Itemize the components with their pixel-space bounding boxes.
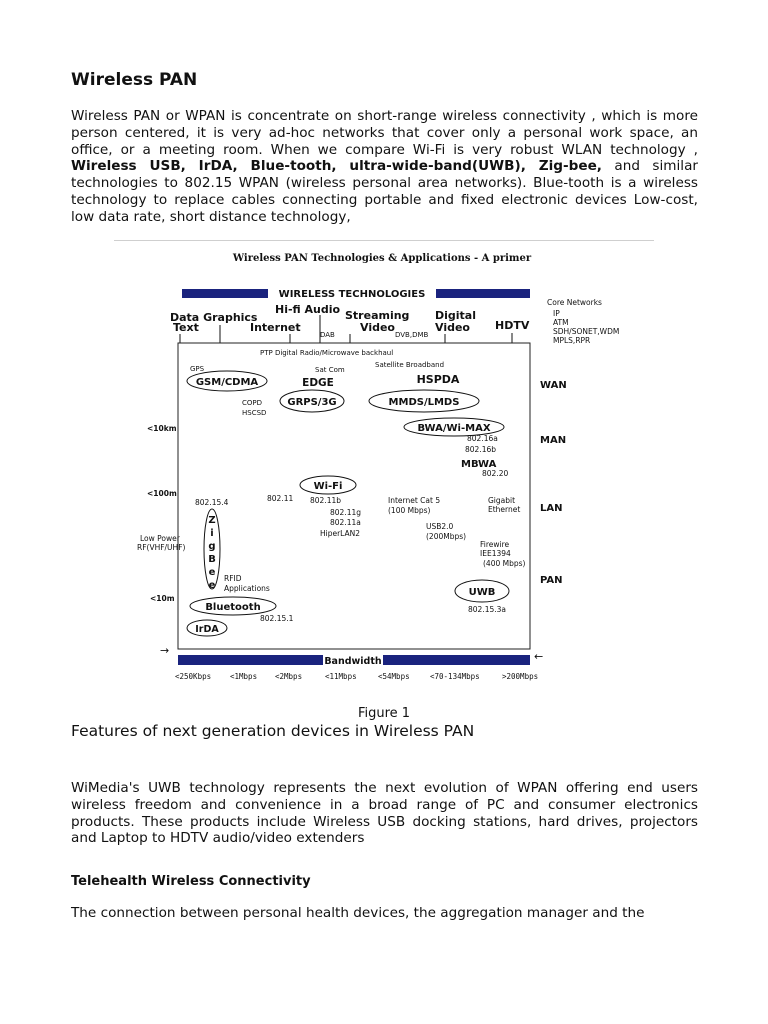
page-title: Wireless PAN xyxy=(71,70,198,90)
lan-firewire: Firewire xyxy=(480,540,510,549)
std-802-11a: 802.11a xyxy=(330,518,361,527)
core-sdh: SDH/SONET,WDM xyxy=(553,327,620,336)
tech-mbwa: MBWA xyxy=(461,459,497,470)
bandwidth-tick-label: <2Mbps xyxy=(275,672,303,681)
zigbee-letter: i xyxy=(210,528,214,539)
core-mpls: MPLS,RPR xyxy=(553,336,591,345)
label-hscsd: HSCSD xyxy=(242,409,267,417)
std-802-20: 802.20 xyxy=(482,469,509,478)
net-class-lan: LAN xyxy=(540,503,563,514)
lan-gigabit: Gigabit xyxy=(488,496,516,505)
figure-caption: Figure 1 xyxy=(357,706,411,721)
man-standards xyxy=(465,434,508,478)
tech-bwa-wimax: BWA/Wi-MAX xyxy=(417,423,491,434)
distance-10km: <10km xyxy=(147,424,177,433)
intro-paragraph xyxy=(71,108,698,226)
app-internet: Internet xyxy=(250,321,301,334)
tech-edge: EDGE xyxy=(302,377,334,389)
intro-text-1: Wireless PAN or WPAN is concentrate on short-range wireless connectivity , which is more person centered, it is very ad-hoc networks that cover only a personal work space, an office, or a meeting room. When we compare Wi-Fi is very robust WLAN technology , xyxy=(71,108,698,158)
lan-ethernet: Ethernet xyxy=(488,505,521,514)
app-video: Video xyxy=(360,321,395,334)
bandwidth-tick-label: <11Mbps xyxy=(325,672,357,681)
wireless-pan-diagram xyxy=(120,245,620,690)
connection-paragraph: The connection between personal health devices, the aggregation manager and the xyxy=(71,905,645,921)
label-satellite-broadband: Satellite Broadband xyxy=(375,361,445,369)
app-video-2: Video xyxy=(435,321,470,334)
bandwidth-arrow-right: ← xyxy=(534,650,544,663)
label-gps: GPS xyxy=(190,365,205,373)
pan-rfid-applications: Applications xyxy=(224,584,270,593)
zigbee-letter: e xyxy=(208,580,216,591)
std-802-11b: 802.11b xyxy=(310,496,342,505)
pan-rfid: RFID xyxy=(224,574,242,583)
bandwidth-tick-label: <54Mbps xyxy=(378,672,410,681)
tech-gsm-cdma: GSM/CDMA xyxy=(195,377,259,388)
zigbee-letter: B xyxy=(208,554,216,565)
network-class-labels xyxy=(540,380,567,586)
app-text: Text xyxy=(173,321,199,334)
lan-200mbps: (200Mbps) xyxy=(426,532,467,541)
app-streaming: Streaming xyxy=(345,309,410,322)
intro-text-2: and similar technologies to 802.15 WPAN (wireless personal area networks). Blue-tooth is a wireless technology to replace cables connecting portable and fixed electronic devices Low-cost, low data rate, short distance technology, xyxy=(71,158,698,225)
std-802-16b: 802.16b xyxy=(465,445,497,454)
tech-hspda: HSPDA xyxy=(416,373,460,386)
std-802-11: 802.11 xyxy=(267,494,294,503)
zigbee-letter: e xyxy=(208,567,216,578)
distance-100m: <100m xyxy=(147,489,177,498)
pan-rf-vhf-uhf: RF(VHF/UHF) xyxy=(137,543,186,552)
std-802-16a: 802.16a xyxy=(467,434,498,443)
horizontal-rule xyxy=(114,240,654,241)
bandwidth-tick-label: <250Kbps xyxy=(175,672,212,681)
banner-top-label: WIRELESS TECHNOLOGIES xyxy=(278,289,426,300)
diagram-title: Wireless PAN Technologies & Applications - A primer xyxy=(232,253,532,264)
zigbee-letter: Z xyxy=(208,515,216,526)
lan-400mbps: (400 Mbps) xyxy=(483,559,526,568)
distance-labels xyxy=(147,424,177,603)
app-digital: Digital xyxy=(435,309,476,322)
lan-standards xyxy=(267,494,526,568)
lan-iee1394: IEE1394 xyxy=(480,549,511,558)
std-802-15-3a: 802.15.3a xyxy=(468,605,506,614)
banner-bottom-label: Bandwidth xyxy=(324,656,382,667)
core-ip: IP xyxy=(553,309,560,318)
core-atm: ATM xyxy=(553,318,569,327)
intro-bold-technologies: Wireless USB, IrDA, Blue-tooth, ultra-wide-band(UWB), Zig-bee, xyxy=(71,158,602,175)
zigbee-letters xyxy=(208,515,216,591)
tech-irda: IrDA xyxy=(195,624,219,635)
app-data-graphics: Data Graphics xyxy=(170,311,258,324)
bandwidth-tick-label: <70-134Mbps xyxy=(430,672,480,681)
features-heading: Features of next generation devices in Wireless PAN xyxy=(71,722,475,740)
tech-wifi: Wi-Fi xyxy=(313,481,343,492)
label-copd: COPD xyxy=(242,399,263,407)
net-class-pan: PAN xyxy=(540,575,563,586)
tech-bluetooth: Bluetooth xyxy=(205,602,261,613)
label-dab: DAB xyxy=(320,331,335,339)
app-hdtv: HDTV xyxy=(495,319,530,332)
application-labels xyxy=(170,303,530,334)
lan-100mbps: (100 Mbps) xyxy=(388,506,431,515)
distance-10m: <10m xyxy=(150,594,175,603)
telehealth-heading: Telehealth Wireless Connectivity xyxy=(71,874,311,889)
net-class-wan: WAN xyxy=(540,380,567,391)
std-802-15-1: 802.15.1 xyxy=(260,614,294,623)
bandwidth-arrow-left: → xyxy=(160,644,170,657)
std-hiperlan2: HiperLAN2 xyxy=(320,529,361,538)
pan-labels xyxy=(137,534,506,623)
label-satcom: Sat Com xyxy=(315,366,345,374)
std-802-15-4: 802.15.4 xyxy=(195,498,229,507)
tech-grps-3g: GRPS/3G xyxy=(287,397,337,408)
wimedia-paragraph: WiMedia's UWB technology represents the next evolution of WPAN offering end users wireless freedom and convenience in a broad range of PC and consumer electronics products. These products include Wireless USB docking stations, hard drives, projectors and Laptop to HDTV audio/video extenders xyxy=(71,780,698,847)
pan-low-power: Low Power xyxy=(140,534,180,543)
core-networks-title: Core Networks xyxy=(547,298,602,307)
bandwidth-tick-label: >200Mbps xyxy=(502,672,539,681)
core-networks xyxy=(547,298,619,345)
app-hifi-audio: Hi-fi Audio xyxy=(275,303,341,316)
std-802-11g: 802.11g xyxy=(330,508,362,517)
label-ptp: PTP Digital Radio/Microwave backhaul xyxy=(260,349,394,357)
zigbee-letter: g xyxy=(208,541,216,552)
bandwidth-ticks xyxy=(175,672,538,681)
lan-internet-cat5: Internet Cat 5 xyxy=(388,496,441,505)
lan-usb: USB2.0 xyxy=(426,522,454,531)
net-class-man: MAN xyxy=(540,435,567,446)
tech-uwb: UWB xyxy=(468,587,496,598)
tech-mmds-lmds: MMDS/LMDS xyxy=(388,397,460,408)
bandwidth-tick-label: <1Mbps xyxy=(230,672,258,681)
label-dvb: DVB,DMB xyxy=(395,331,429,339)
